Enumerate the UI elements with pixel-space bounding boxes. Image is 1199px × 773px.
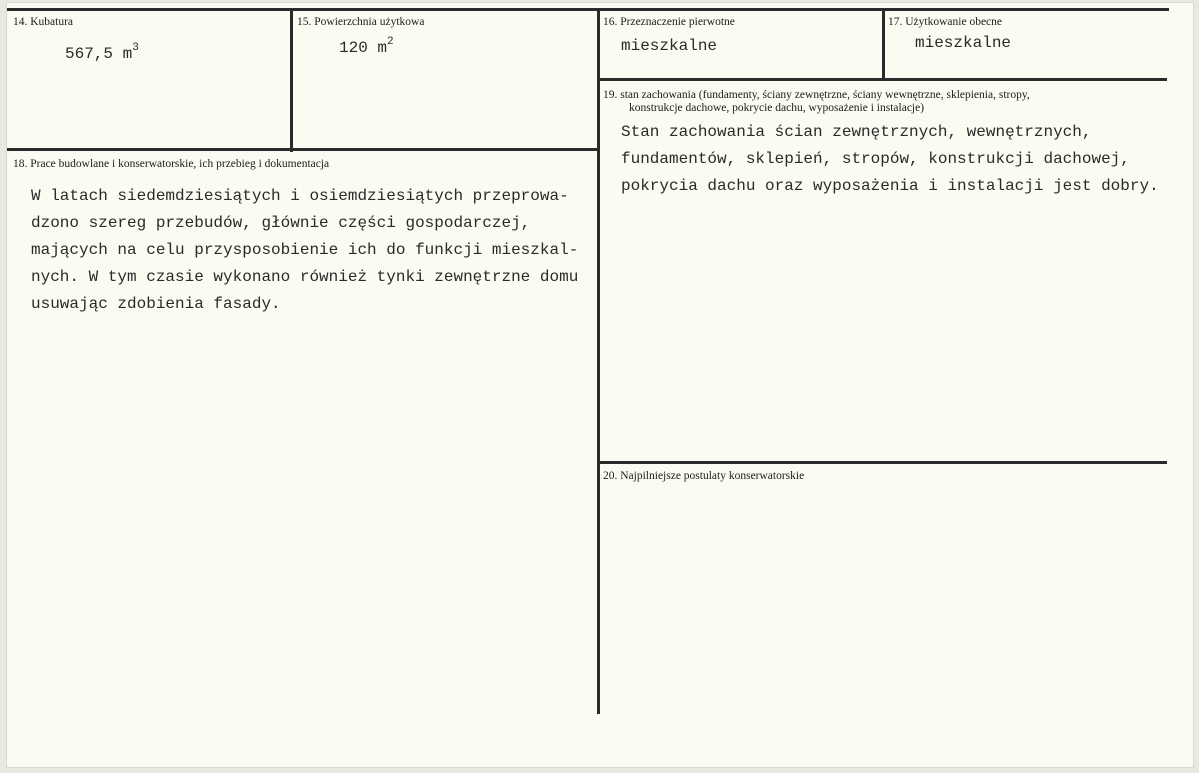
- postulaty-label: 20. Najpilniejsze postulaty konserwatorskie: [603, 470, 805, 482]
- prace-line: usuwając zdobienia fasady.: [31, 295, 281, 313]
- uzytkowanie-label: 17. Użytkowanie obecne: [888, 16, 1003, 28]
- stan-line: fundamentów, sklepień, stropów, konstrukcji dachowej,: [621, 150, 1130, 168]
- przeznaczenie-value: mieszkalne: [621, 37, 718, 55]
- kubatura-exponent: 3: [132, 42, 139, 54]
- divider-16-17: [882, 8, 885, 79]
- przeznaczenie-label: 16. Przeznaczenie pierwotne: [603, 16, 735, 28]
- top-rule: [7, 8, 1169, 11]
- powierzchnia-value: [339, 35, 394, 62]
- prace-line: mających na celu przysposobienie ich do funkcji mieszkal-: [31, 241, 579, 259]
- powierzchnia-number: 120 m: [339, 39, 388, 57]
- prace-line: dzono szereg przebudów, głównie części gospodarczej,: [31, 214, 531, 232]
- kubatura-value: [65, 41, 139, 68]
- rule-under-19: [600, 461, 1167, 464]
- rule-under-14-15: [7, 148, 600, 151]
- stan-text: [621, 119, 1181, 200]
- prace-text: [31, 183, 601, 318]
- stan-label-line2: konstrukcje dachowe, pokrycie dachu, wyposażenie i instalacje): [629, 102, 925, 114]
- powierzchnia-label: 15. Powierzchnia użytkowa: [297, 16, 425, 28]
- prace-line: nych. W tym czasie wykonano również tynki zewnętrzne domu: [31, 268, 579, 286]
- divider-15-16: [597, 8, 600, 714]
- uzytkowanie-value: mieszkalne: [915, 34, 1012, 52]
- powierzchnia-exponent: 2: [387, 36, 394, 48]
- kubatura-label: 14. Kubatura: [13, 16, 74, 28]
- prace-label: 18. Prace budowlane i konserwatorskie, ich przebieg i dokumentacja: [13, 158, 330, 170]
- divider-14-15: [290, 8, 293, 152]
- inventory-card: [6, 2, 1194, 768]
- rule-under-16-17: [600, 78, 1167, 81]
- prace-line: W latach siedemdziesiątych i osiemdziesiątych przeprowa-: [31, 187, 569, 205]
- kubatura-number: 567,5 m: [65, 45, 133, 63]
- stan-label-line1: 19. stan zachowania (fundamenty, ściany zewnętrzne, ściany wewnętrzne, sklepienia, stropy,: [603, 89, 1030, 101]
- stan-line: Stan zachowania ścian zewnętrznych, wewnętrznych,: [621, 123, 1092, 141]
- stan-line: pokrycia dachu oraz wyposażenia i instalacji jest dobry.: [621, 177, 1159, 195]
